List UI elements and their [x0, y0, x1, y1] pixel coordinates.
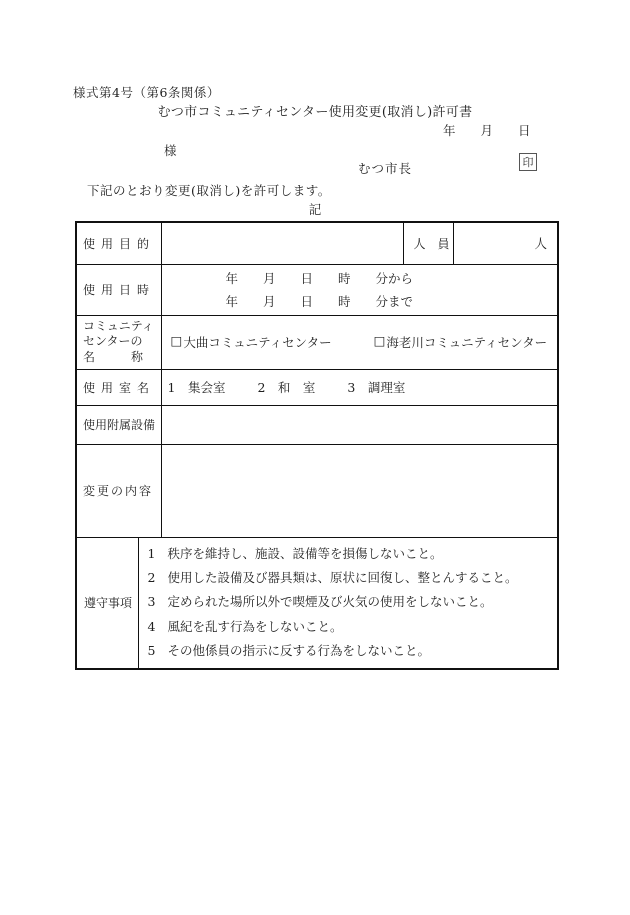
record-mark: 記	[308, 202, 322, 217]
date-line: 年 月 日	[443, 123, 531, 138]
compliance-list	[138, 537, 558, 669]
option-omagari-center: □ 大曲コミュニティセンター	[170, 333, 332, 350]
row-purpose	[76, 222, 558, 264]
row-equipment	[76, 405, 558, 444]
changes-value-field[interactable]	[161, 444, 558, 537]
compliance-label: 遵守事項	[76, 537, 138, 669]
equipment-label: 使用附属設備	[76, 405, 161, 444]
issuer-title: むつ市長	[358, 161, 413, 176]
row-center-name	[76, 315, 558, 369]
document-title: むつ市コミュニティセンター使用変更(取消し)許可書	[157, 105, 473, 120]
equipment-value-field[interactable]	[161, 405, 558, 444]
compliance-item: 4 風紀を乱す行為をしないこと。	[147, 618, 343, 634]
purpose-value-field[interactable]	[161, 222, 403, 264]
room-option-japanese: 2 和 室	[257, 380, 316, 395]
changes-label: 変更の内容	[76, 444, 161, 537]
compliance-item: 3 定められた場所以外で喫煙及び火気の使用をしないこと。	[147, 594, 493, 610]
purpose-label: 使用目的	[76, 222, 161, 264]
room-option-cooking: 3 調理室	[347, 380, 406, 395]
row-rooms	[76, 369, 558, 405]
center-name-options	[161, 315, 558, 369]
seal-placeholder-icon: 印	[519, 153, 537, 171]
checkbox-omagari[interactable]: □	[170, 333, 183, 348]
row-datetime	[76, 264, 558, 315]
center-name-label: コミュニティ センターの 名 称	[76, 315, 161, 369]
addressee-honorific: 様	[164, 143, 177, 158]
compliance-item: 1 秩序を維持し、施設、設備等を損傷しないこと。	[147, 545, 443, 561]
row-compliance	[76, 537, 558, 669]
datetime-label: 使用日時	[76, 264, 161, 315]
staff-label: 人 員	[403, 222, 453, 264]
datetime-to-line: 年 月 日 時 分まで	[225, 293, 414, 309]
datetime-value-field[interactable]	[161, 264, 558, 315]
permit-sentence: 下記のとおり変更(取消し)を許可します。	[87, 183, 331, 198]
datetime-from-line: 年 月 日 時 分から	[225, 270, 414, 286]
rooms-label: 使用室名	[76, 369, 161, 405]
checkbox-ebikawa[interactable]: □	[373, 333, 386, 348]
option-ebikawa-center: □ 海老川コミュニティセンター	[373, 333, 548, 350]
compliance-item: 5 その他係員の指示に反する行為をしないこと。	[147, 643, 431, 659]
staff-count-unit: 人	[453, 222, 558, 264]
compliance-item: 2 使用した設備及び器具類は、原状に回復し、整とんすること。	[147, 569, 518, 585]
rooms-options	[161, 369, 558, 405]
room-option-meeting: 1 集会室	[167, 380, 226, 395]
form-number: 様式第4号（第6条関係）	[73, 85, 220, 100]
form-table	[75, 221, 559, 670]
row-changes	[76, 444, 558, 537]
